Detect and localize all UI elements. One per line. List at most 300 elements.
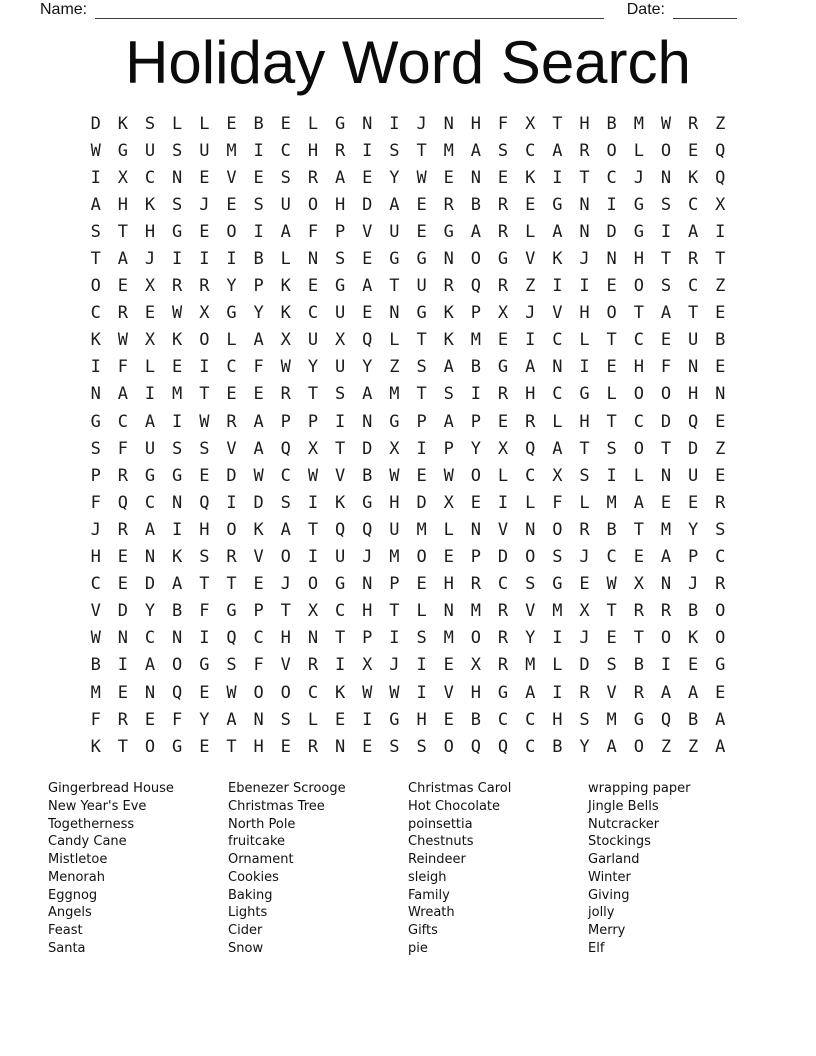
grid-letter: E bbox=[660, 492, 672, 513]
grid-letter: T bbox=[606, 330, 617, 351]
grid-letter: A bbox=[715, 736, 726, 757]
grid-letter: S bbox=[497, 140, 509, 161]
word-list-item: New Year's Eve bbox=[48, 798, 147, 814]
grid-letter: G bbox=[497, 682, 509, 703]
grid-letter: J bbox=[199, 194, 210, 215]
grid-letter: R bbox=[715, 492, 726, 513]
grid-letter: Q bbox=[715, 167, 726, 188]
grid-letter: M bbox=[416, 519, 427, 540]
grid-letter: M bbox=[660, 519, 672, 540]
grid-letter: N bbox=[470, 167, 482, 188]
grid-letter: U bbox=[144, 438, 156, 459]
grid-letter: H bbox=[525, 384, 536, 405]
grid-letter: K bbox=[552, 249, 563, 270]
grid-letter: S bbox=[199, 547, 210, 568]
grid-letter: E bbox=[715, 303, 726, 324]
word-list-item: Christmas Tree bbox=[228, 798, 325, 814]
grid-letter: Z bbox=[389, 357, 400, 378]
grid-letter: X bbox=[470, 655, 482, 676]
grid-letter: M bbox=[633, 113, 644, 134]
grid-letter: G bbox=[416, 303, 427, 324]
grid-letter: D bbox=[90, 113, 101, 134]
grid-letter: E bbox=[280, 113, 291, 134]
grid-letter: C bbox=[307, 303, 319, 324]
grid-letter: G bbox=[144, 465, 156, 486]
grid-letter: D bbox=[226, 465, 237, 486]
grid-letter: S bbox=[525, 574, 536, 595]
grid-letter: A bbox=[552, 221, 563, 242]
grid-letter: F bbox=[117, 357, 128, 378]
grid-letter: C bbox=[525, 140, 536, 161]
grid-letter: J bbox=[144, 249, 156, 270]
grid-letter: E bbox=[117, 682, 128, 703]
grid-letter: H bbox=[579, 303, 590, 324]
grid-letter: S bbox=[579, 465, 590, 486]
grid-letter: Y bbox=[389, 167, 400, 188]
grid-letter: E bbox=[606, 628, 617, 649]
grid-letter: S bbox=[334, 384, 346, 405]
grid-letter: Q bbox=[280, 438, 291, 459]
grid-letter: X bbox=[715, 194, 726, 215]
grid-letter: H bbox=[470, 682, 482, 703]
grid-letter: R bbox=[688, 113, 699, 134]
grid-letter: N bbox=[253, 709, 264, 730]
grid-letter: W bbox=[416, 167, 427, 188]
grid-letter: E bbox=[280, 736, 291, 757]
grid-letter: E bbox=[362, 249, 373, 270]
grid-letter: B bbox=[633, 655, 644, 676]
word-list-item: Menorah bbox=[48, 869, 105, 885]
grid-letter: O bbox=[253, 682, 264, 703]
grid-letter: S bbox=[172, 438, 183, 459]
grid-letter: E bbox=[199, 221, 210, 242]
grid-letter: L bbox=[416, 601, 427, 622]
grid-letter: C bbox=[334, 601, 346, 622]
grid-letter: X bbox=[443, 492, 454, 513]
grid-letter: R bbox=[497, 384, 509, 405]
grid-letter: T bbox=[226, 574, 237, 595]
grid-letter: G bbox=[90, 411, 101, 432]
grid-letter: H bbox=[117, 194, 128, 215]
grid-letter: K bbox=[280, 276, 291, 297]
grid-letter: T bbox=[307, 519, 319, 540]
grid-letter: S bbox=[226, 655, 237, 676]
grid-letter: T bbox=[715, 249, 726, 270]
grid-letter: I bbox=[470, 384, 482, 405]
grid-letter: H bbox=[144, 221, 156, 242]
grid-letter: K bbox=[280, 303, 291, 324]
grid-letter: G bbox=[715, 655, 726, 676]
grid-letter: A bbox=[253, 330, 264, 351]
grid-letter: K bbox=[90, 736, 101, 757]
grid-letter: R bbox=[497, 276, 509, 297]
word-list-item: Candy Cane bbox=[48, 834, 127, 850]
grid-letter: A bbox=[90, 194, 101, 215]
grid-letter: A bbox=[660, 547, 672, 568]
grid-letter: T bbox=[660, 438, 672, 459]
grid-letter: S bbox=[334, 249, 346, 270]
grid-letter: B bbox=[470, 357, 482, 378]
grid-letter: C bbox=[144, 167, 156, 188]
grid-letter: Z bbox=[525, 276, 536, 297]
word-list-item: Lights bbox=[228, 905, 268, 921]
grid-letter: Y bbox=[525, 628, 536, 649]
grid-letter: T bbox=[334, 628, 346, 649]
grid-letter: K bbox=[443, 303, 454, 324]
grid-letter: A bbox=[470, 140, 482, 161]
grid-letter: W bbox=[117, 330, 128, 351]
grid-letter: P bbox=[389, 574, 400, 595]
grid-letter: K bbox=[90, 330, 101, 351]
grid-letter: X bbox=[389, 438, 400, 459]
grid-letter: X bbox=[307, 438, 319, 459]
grid-letter: R bbox=[307, 655, 319, 676]
grid-letter: E bbox=[443, 709, 454, 730]
grid-letter: E bbox=[362, 167, 373, 188]
grid-letter: N bbox=[362, 411, 373, 432]
grid-letter: P bbox=[307, 411, 319, 432]
grid-letter: N bbox=[334, 736, 346, 757]
grid-letter: N bbox=[443, 249, 454, 270]
grid-letter: J bbox=[633, 167, 644, 188]
grid-letter: R bbox=[117, 709, 128, 730]
grid-letter: R bbox=[579, 140, 590, 161]
grid-letter: W bbox=[307, 465, 319, 486]
grid-letter: P bbox=[253, 601, 264, 622]
grid-letter: R bbox=[715, 574, 726, 595]
grid-letter: C bbox=[525, 709, 536, 730]
grid-letter: T bbox=[606, 411, 617, 432]
grid-letter: A bbox=[688, 682, 699, 703]
grid-letter: U bbox=[389, 221, 400, 242]
grid-letter: E bbox=[416, 221, 427, 242]
grid-letter: R bbox=[633, 601, 644, 622]
grid-letter: U bbox=[307, 330, 319, 351]
grid-letter: I bbox=[606, 465, 617, 486]
grid-letter: H bbox=[90, 547, 101, 568]
grid-letter: R bbox=[117, 465, 128, 486]
grid-letter: I bbox=[715, 221, 726, 242]
grid-letter: I bbox=[552, 628, 563, 649]
grid-letter: A bbox=[688, 221, 699, 242]
grid-letter: S bbox=[144, 113, 156, 134]
word-list-item: Garland bbox=[588, 852, 640, 867]
grid-letter: F bbox=[199, 601, 210, 622]
grid-letter: H bbox=[307, 140, 319, 161]
grid-letter: E bbox=[199, 682, 210, 703]
grid-letter: N bbox=[172, 492, 183, 513]
word-list-item: Feast bbox=[48, 923, 83, 938]
grid-letter: L bbox=[552, 655, 563, 676]
grid-letter: O bbox=[660, 140, 672, 161]
word-list-item: Cider bbox=[228, 923, 263, 938]
grid-letter: B bbox=[253, 249, 264, 270]
grid-letter: N bbox=[606, 249, 617, 270]
word-list-item: Stockings bbox=[588, 834, 651, 850]
grid-letter: S bbox=[443, 384, 454, 405]
grid-letter: I bbox=[307, 492, 319, 513]
grid-letter: X bbox=[362, 655, 373, 676]
page-title: Holiday Word Search bbox=[125, 29, 691, 96]
grid-letter: P bbox=[470, 303, 482, 324]
header bbox=[40, 0, 737, 19]
grid-letter: E bbox=[715, 682, 726, 703]
grid-letter: A bbox=[144, 411, 156, 432]
grid-letter: W bbox=[90, 140, 101, 161]
grid-letter: E bbox=[334, 709, 346, 730]
grid-letter: O bbox=[470, 465, 482, 486]
grid-letter: I bbox=[199, 628, 210, 649]
grid-letter: S bbox=[416, 357, 427, 378]
grid-letter: B bbox=[470, 709, 482, 730]
grid-letter: E bbox=[443, 167, 454, 188]
grid-letter: V bbox=[606, 682, 617, 703]
grid-letter: I bbox=[172, 519, 183, 540]
grid-letter: J bbox=[579, 249, 590, 270]
grid-letter: S bbox=[280, 709, 291, 730]
grid-letter: C bbox=[525, 465, 536, 486]
grid-letter: M bbox=[172, 384, 183, 405]
grid-letter: A bbox=[715, 709, 726, 730]
grid-letter: C bbox=[688, 194, 699, 215]
grid-letter: T bbox=[389, 276, 400, 297]
grid-letter: H bbox=[633, 249, 644, 270]
grid-letter: S bbox=[280, 167, 291, 188]
grid-letter: T bbox=[389, 601, 400, 622]
grid-letter: R bbox=[443, 194, 454, 215]
grid-letter: V bbox=[226, 167, 237, 188]
grid-letter: M bbox=[470, 330, 482, 351]
grid-letter: L bbox=[633, 140, 644, 161]
grid-letter: L bbox=[525, 492, 536, 513]
grid-letter: G bbox=[497, 357, 509, 378]
grid-letter: S bbox=[172, 194, 183, 215]
grid-letter: C bbox=[633, 411, 644, 432]
grid-letter: M bbox=[606, 709, 617, 730]
grid-letter: P bbox=[688, 547, 699, 568]
word-list-item: Reindeer bbox=[408, 852, 466, 867]
grid-letter: A bbox=[660, 682, 672, 703]
grid-letter: E bbox=[443, 547, 454, 568]
grid-letter: M bbox=[470, 601, 482, 622]
grid-letter: R bbox=[660, 601, 672, 622]
grid-letter: B bbox=[253, 113, 264, 134]
grid-letter: R bbox=[199, 276, 210, 297]
grid-letter: A bbox=[525, 682, 536, 703]
grid-letter: G bbox=[172, 221, 183, 242]
grid-letter: I bbox=[389, 113, 400, 134]
grid-letter: N bbox=[660, 465, 672, 486]
grid-letter: S bbox=[552, 547, 563, 568]
grid-letter: I bbox=[334, 411, 346, 432]
grid-letter: M bbox=[443, 140, 454, 161]
grid-letter: E bbox=[144, 303, 156, 324]
grid-letter: E bbox=[362, 736, 373, 757]
grid-letter: T bbox=[416, 140, 427, 161]
word-list-item: poinsettia bbox=[408, 816, 473, 832]
grid-letter: Q bbox=[497, 736, 509, 757]
grid-letter: I bbox=[579, 357, 590, 378]
grid-letter: I bbox=[525, 330, 536, 351]
grid-letter: T bbox=[660, 249, 672, 270]
grid-letter: C bbox=[552, 330, 563, 351]
grid-letter: L bbox=[307, 113, 319, 134]
word-list-item: Baking bbox=[228, 887, 273, 903]
grid-letter: G bbox=[389, 249, 400, 270]
word-list-item: fruitcake bbox=[228, 834, 286, 850]
grid-letter: A bbox=[362, 276, 373, 297]
word-list-item: North Pole bbox=[228, 816, 296, 832]
grid-letter: B bbox=[715, 330, 726, 351]
grid-letter: F bbox=[253, 357, 264, 378]
grid-letter: P bbox=[280, 411, 291, 432]
grid-letter: P bbox=[443, 438, 454, 459]
grid-letter: C bbox=[606, 167, 617, 188]
grid-letter: E bbox=[172, 357, 183, 378]
grid-letter: Y bbox=[144, 601, 156, 622]
grid-letter: O bbox=[606, 303, 617, 324]
word-list-item: Jingle Bells bbox=[588, 798, 659, 814]
grid-letter: C bbox=[226, 357, 237, 378]
grid-letter: A bbox=[253, 438, 264, 459]
grid-letter: F bbox=[497, 113, 509, 134]
grid-letter: T bbox=[606, 601, 617, 622]
word-list-item: jolly bbox=[588, 905, 615, 921]
grid-letter: N bbox=[307, 249, 319, 270]
grid-letter: N bbox=[172, 167, 183, 188]
grid-letter: C bbox=[117, 411, 128, 432]
grid-letter: Z bbox=[688, 736, 699, 757]
grid-letter: H bbox=[334, 194, 346, 215]
grid-letter: E bbox=[307, 276, 319, 297]
grid-letter: R bbox=[280, 384, 291, 405]
grid-letter: V bbox=[334, 465, 346, 486]
grid-letter: H bbox=[280, 628, 291, 649]
grid-letter: R bbox=[688, 249, 699, 270]
grid-letter: S bbox=[715, 519, 726, 540]
grid-letter: O bbox=[715, 601, 726, 622]
grid-letter: E bbox=[253, 384, 264, 405]
grid-letter: N bbox=[688, 357, 699, 378]
grid-letter: Y bbox=[362, 357, 373, 378]
grid-letter: O bbox=[606, 140, 617, 161]
grid-letter: U bbox=[389, 519, 400, 540]
grid-letter: T bbox=[416, 330, 427, 351]
grid-letter: C bbox=[497, 574, 509, 595]
word-list-item: Giving bbox=[588, 887, 630, 903]
grid-letter: A bbox=[226, 709, 237, 730]
grid-letter: W bbox=[90, 628, 101, 649]
grid-letter: S bbox=[90, 438, 101, 459]
grid-letter: Q bbox=[715, 140, 726, 161]
grid-letter: E bbox=[688, 655, 699, 676]
grid-letter: I bbox=[579, 276, 590, 297]
grid-letter: Q bbox=[660, 709, 672, 730]
grid-letter: R bbox=[117, 303, 128, 324]
grid-letter: E bbox=[416, 574, 427, 595]
grid-letter: I bbox=[552, 276, 563, 297]
grid-letter: W bbox=[172, 303, 183, 324]
grid-letter: I bbox=[199, 357, 210, 378]
grid-letter: O bbox=[280, 682, 291, 703]
grid-letter: Y bbox=[688, 519, 699, 540]
word-list-item: Winter bbox=[588, 869, 631, 885]
word-list-item: Family bbox=[408, 887, 450, 903]
word-list-item: Nutcracker bbox=[588, 816, 660, 832]
grid-letter: O bbox=[660, 628, 672, 649]
grid-letter: I bbox=[90, 357, 101, 378]
grid-letter: Q bbox=[470, 276, 482, 297]
grid-letter: O bbox=[525, 547, 536, 568]
grid-letter: R bbox=[443, 276, 454, 297]
grid-letter: O bbox=[280, 547, 291, 568]
grid-letter: W bbox=[443, 465, 454, 486]
grid-letter: B bbox=[470, 194, 482, 215]
grid-letter: I bbox=[416, 438, 427, 459]
grid-letter: R bbox=[579, 519, 590, 540]
grid-letter: Y bbox=[307, 357, 319, 378]
grid-letter: G bbox=[172, 736, 183, 757]
grid-letter: N bbox=[172, 628, 183, 649]
word-list-column bbox=[48, 780, 228, 958]
word-list bbox=[48, 780, 776, 958]
grid-letter: N bbox=[389, 303, 400, 324]
grid-letter: I bbox=[416, 655, 427, 676]
grid-letter: A bbox=[606, 736, 617, 757]
grid-letter: N bbox=[660, 574, 672, 595]
grid-letter: S bbox=[416, 628, 427, 649]
grid-letter: D bbox=[362, 194, 373, 215]
grid-letter: P bbox=[362, 628, 373, 649]
grid-letter: I bbox=[172, 249, 183, 270]
word-list-item: Gifts bbox=[408, 923, 438, 938]
grid-letter: S bbox=[606, 655, 617, 676]
grid-letter: V bbox=[525, 249, 536, 270]
date-label: Date: bbox=[626, 1, 665, 18]
grid-letter: M bbox=[606, 492, 617, 513]
grid-letter: X bbox=[144, 276, 156, 297]
grid-letter: J bbox=[525, 303, 536, 324]
grid-letter: L bbox=[280, 249, 291, 270]
grid-letter: R bbox=[497, 221, 509, 242]
grid-letter: H bbox=[579, 113, 590, 134]
grid-letter: W bbox=[280, 357, 291, 378]
grid-letter: G bbox=[362, 492, 373, 513]
grid-letter: D bbox=[253, 492, 264, 513]
grid-letter: I bbox=[416, 682, 427, 703]
grid-letter: Q bbox=[334, 519, 346, 540]
grid-letter: N bbox=[552, 357, 563, 378]
grid-letter: P bbox=[470, 411, 482, 432]
grid-letter: R bbox=[497, 601, 509, 622]
grid-letter: C bbox=[633, 330, 644, 351]
grid-letter: N bbox=[579, 221, 590, 242]
grid-letter: Q bbox=[362, 330, 373, 351]
grid-letter: I bbox=[307, 547, 319, 568]
grid-letter: C bbox=[280, 465, 291, 486]
grid-letter: A bbox=[362, 384, 373, 405]
grid-letter: X bbox=[552, 465, 563, 486]
word-list-item: Ornament bbox=[228, 852, 294, 867]
grid-letter: W bbox=[606, 574, 617, 595]
grid-letter: S bbox=[579, 709, 590, 730]
grid-letter: E bbox=[633, 547, 644, 568]
grid-letter: Q bbox=[117, 492, 128, 513]
grid-letter: A bbox=[280, 519, 291, 540]
grid-letter: A bbox=[117, 249, 128, 270]
grid-letter: R bbox=[470, 574, 482, 595]
grid-letter: I bbox=[253, 221, 264, 242]
